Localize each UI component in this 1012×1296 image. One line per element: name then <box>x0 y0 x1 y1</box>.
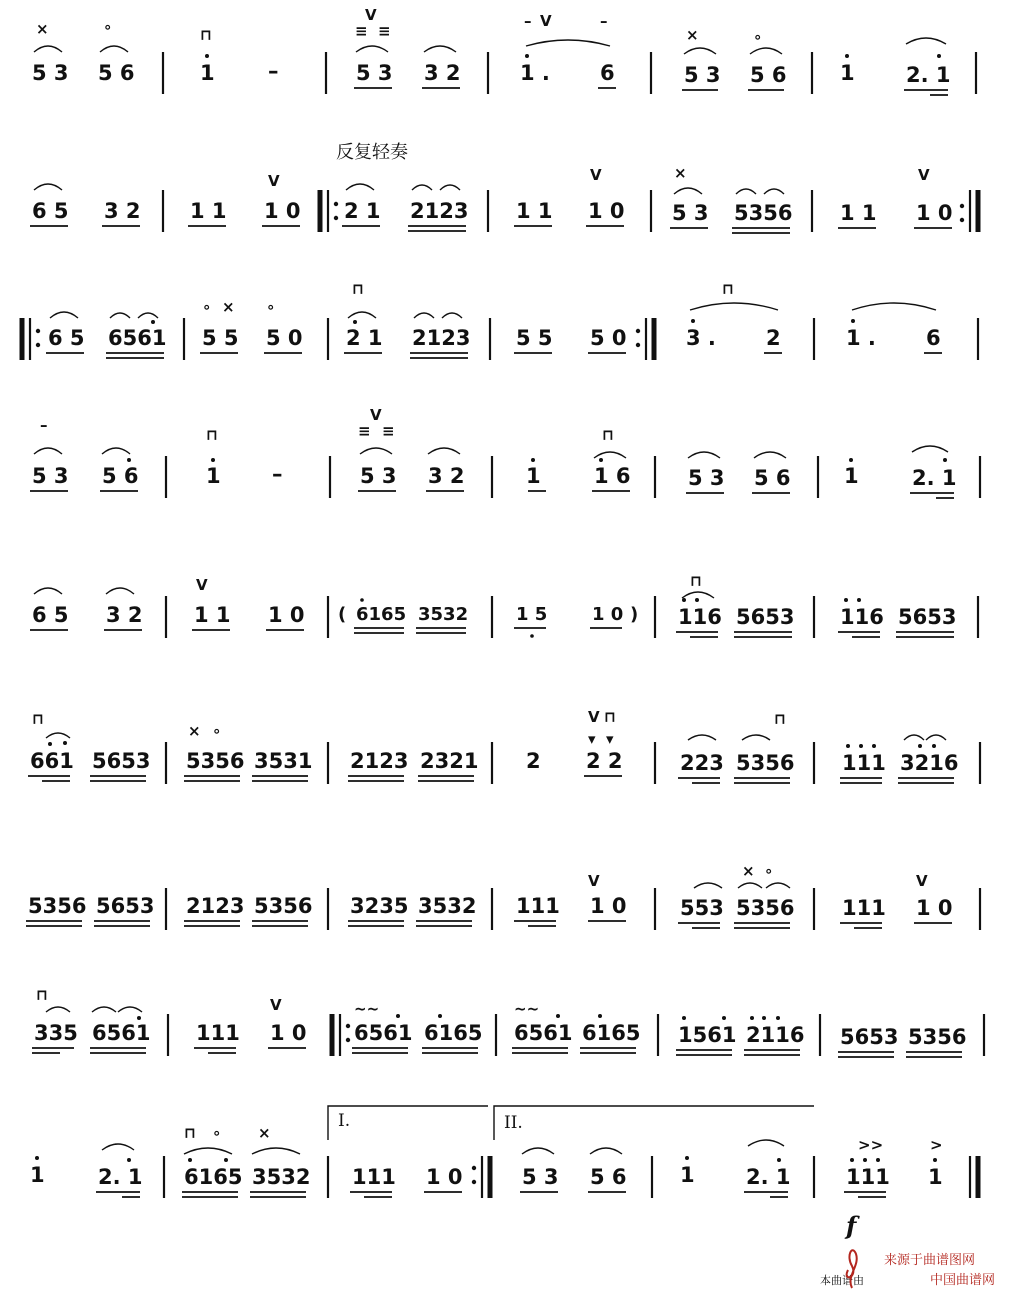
harmonic-mark: ∘ <box>764 862 774 880</box>
note-group: 6165 <box>582 1021 641 1045</box>
note-group: 5356 <box>736 896 795 920</box>
note-group: 5653 <box>736 605 795 629</box>
note-group: 3532 <box>418 894 477 918</box>
note-group: 5 6 <box>102 464 139 488</box>
note-group: 1 . <box>846 326 876 350</box>
row-7 <box>26 862 980 930</box>
note-group: 5356 <box>908 1025 967 1049</box>
staccato-mark: ▾ <box>588 730 596 748</box>
brand-logo-text: 中国曲谱网 <box>930 1273 996 1288</box>
row-1 <box>32 6 976 95</box>
note-group: 5 3 <box>32 61 69 85</box>
note-group: 3 2 <box>106 603 143 627</box>
volta-first <box>328 1106 488 1140</box>
note-group: 5653 <box>96 894 155 918</box>
note-group: 1 0 <box>592 604 624 625</box>
tenuto-mark: – <box>524 12 532 30</box>
note-group: 6561 <box>514 1021 573 1045</box>
note-group: 3 2 <box>424 61 461 85</box>
tremolo-mark: ≡ <box>355 22 368 40</box>
note-group: – <box>268 59 279 83</box>
cross-mark: × <box>674 164 687 182</box>
cross-mark: × <box>222 298 235 316</box>
note-group: 1 5 <box>516 604 548 625</box>
staccato-mark: ▾ <box>606 730 614 748</box>
cross-mark: × <box>36 20 49 38</box>
trill-mark: ~~ <box>354 1000 380 1018</box>
cross-mark: × <box>188 722 201 740</box>
note-group: 2 1 <box>346 326 383 350</box>
note-group: 111 <box>352 1165 396 1189</box>
note-group: 2123 <box>186 894 245 918</box>
note-group: 1 0 <box>270 1021 307 1045</box>
tremolo-mark: ≡ <box>378 22 391 40</box>
paren-open: ( <box>338 604 347 625</box>
note-group: 5356 <box>186 749 245 773</box>
note-group: 2. 1 <box>912 466 957 490</box>
down-bow-mark: ⊓ <box>32 710 44 728</box>
harmonic-mark: ∘ <box>212 1124 222 1142</box>
note-group: 2. 1 <box>98 1165 143 1189</box>
note-group: 6165 <box>184 1165 243 1189</box>
note-group: 6561 <box>92 1021 151 1045</box>
row-6 <box>28 708 980 784</box>
cross-mark: × <box>742 862 755 880</box>
dynamic-forte: f <box>846 1211 857 1240</box>
octave-dot <box>205 54 209 58</box>
paren-close: ) <box>630 604 639 625</box>
note-group: 1 0 <box>268 603 305 627</box>
note-group: 1 <box>30 1163 45 1187</box>
note-group: 5 3 <box>522 1165 559 1189</box>
note-group: 5 6 <box>750 63 787 87</box>
note-group: 1 0 <box>590 894 627 918</box>
note-group: 3 . <box>686 326 716 350</box>
note-group: 3216 <box>900 751 959 775</box>
up-bow-mark: V <box>270 996 282 1014</box>
cross-mark: × <box>686 26 699 44</box>
row-8 <box>32 986 984 1057</box>
note-group: 6 5 <box>48 326 85 350</box>
down-bow-mark: ⊓ <box>602 426 614 444</box>
note-group: 5 5 <box>516 326 553 350</box>
harmonic-mark: ∘ <box>103 18 113 36</box>
up-bow-mark: V <box>196 576 208 594</box>
note-group: 111 <box>516 894 560 918</box>
note-group: 2123 <box>410 199 469 223</box>
down-bow-mark: ⊓ <box>690 572 702 590</box>
tremolo-mark: ≡ <box>382 422 395 440</box>
note-group: 5 0 <box>590 326 627 350</box>
down-bow-mark: ⊓ <box>604 708 616 726</box>
note-group: 1 <box>844 464 859 488</box>
double-accent-mark: >> <box>858 1136 884 1154</box>
note-group: 5356 <box>254 894 313 918</box>
note-group: 111 <box>196 1021 240 1045</box>
note-group: 1 0 <box>916 896 953 920</box>
row-4 <box>30 406 980 498</box>
down-bow-mark: ⊓ <box>36 986 48 1004</box>
note-group: 5356 <box>28 894 87 918</box>
up-bow-mark: V <box>588 872 600 890</box>
note-group: 1 0 <box>264 199 301 223</box>
note-group: 2 1 <box>344 199 381 223</box>
down-bow-mark: ⊓ <box>352 280 364 298</box>
note-group: 1 6 <box>594 464 631 488</box>
up-bow-mark: V <box>370 406 382 424</box>
footer <box>820 1250 995 1288</box>
up-bow-mark: V <box>916 872 928 890</box>
down-bow-mark: ⊓ <box>722 280 734 298</box>
note-group: – <box>272 462 283 486</box>
note-group: 2. 1 <box>746 1165 791 1189</box>
note-group: 5 3 <box>688 466 725 490</box>
watermark-text: 来源于曲谱图网 <box>884 1253 976 1268</box>
note-group: 3531 <box>254 749 313 773</box>
note-group: 2123 <box>350 749 409 773</box>
up-bow-mark: V <box>590 166 602 184</box>
note-group: 3532 <box>418 604 469 625</box>
note-group: 5 3 <box>672 201 709 225</box>
up-bow-mark: V <box>540 12 552 30</box>
note-group: 1 0 <box>588 199 625 223</box>
note-group: 5 3 <box>360 464 397 488</box>
note-group: 5 3 <box>356 61 393 85</box>
note-group: 5 0 <box>266 326 303 350</box>
note-group: 111 <box>842 751 886 775</box>
note-group: 2 2 <box>586 749 623 773</box>
note-group: 1 1 <box>840 201 877 225</box>
note-group: 1 <box>206 464 221 488</box>
accent-mark: > <box>930 1136 943 1154</box>
note-group: 3532 <box>252 1165 311 1189</box>
note-group: 6561 <box>108 326 167 350</box>
note-group: 1 <box>928 1165 943 1189</box>
note-group: 6 5 <box>32 199 69 223</box>
note-group: 335 <box>34 1021 78 1045</box>
up-bow-mark: V <box>268 172 280 190</box>
up-bow-mark: V <box>588 708 600 726</box>
note-group: 5 3 <box>32 464 69 488</box>
volta-second <box>494 1106 814 1140</box>
cross-mark: × <box>258 1124 271 1142</box>
note-group: 2 <box>766 326 781 350</box>
volta-first-label: I. <box>338 1111 351 1131</box>
note-group: 2 <box>526 749 541 773</box>
note-group: 1 0 <box>916 201 953 225</box>
note-group: 5 6 <box>98 61 135 85</box>
row-9 <box>30 1106 978 1240</box>
note-group: 6561 <box>354 1021 413 1045</box>
note-group: 1 1 <box>194 603 231 627</box>
note-group: 1 1 <box>516 199 553 223</box>
note-group: 1 <box>526 464 541 488</box>
note-group: 1 1 <box>190 199 227 223</box>
note-group: 3 2 <box>428 464 465 488</box>
note-group: 1 <box>200 61 215 85</box>
tenuto-mark: – <box>40 416 48 434</box>
down-bow-mark: ⊓ <box>200 26 212 44</box>
tenuto-mark: – <box>600 12 608 30</box>
footer-text: 本曲谱由 <box>820 1274 864 1287</box>
row-5 <box>30 572 978 638</box>
note-group: 111 <box>846 1165 890 1189</box>
note-group: 6 5 <box>32 603 69 627</box>
down-bow-mark: ⊓ <box>774 710 786 728</box>
row-3 <box>22 280 978 360</box>
up-bow-mark: V <box>365 6 377 24</box>
note-group: 116 <box>678 605 722 629</box>
note-group: 1 0 <box>426 1165 463 1189</box>
note-group: 1 . <box>520 61 550 85</box>
note-group: 5 5 <box>202 326 239 350</box>
note-group: 553 <box>680 896 724 920</box>
down-bow-mark: ⊓ <box>184 1124 196 1142</box>
note-group: 5653 <box>92 749 151 773</box>
note-group: 1 <box>680 1163 695 1187</box>
note-group: 223 <box>680 751 724 775</box>
note-group: 5 6 <box>590 1165 627 1189</box>
down-bow-mark: ⊓ <box>206 426 218 444</box>
note-group: 3 2 <box>104 199 141 223</box>
note-group: 2123 <box>412 326 471 350</box>
note-group: 6165 <box>424 1021 483 1045</box>
note-group: 5653 <box>898 605 957 629</box>
up-bow-mark: V <box>918 166 930 184</box>
note-group: 5 3 <box>684 63 721 87</box>
harmonic-mark: ∘ <box>266 298 276 316</box>
note-group: 5356 <box>736 751 795 775</box>
note-group: 5653 <box>840 1025 899 1049</box>
note-group: 6 <box>926 326 941 350</box>
note-group: 1561 <box>678 1023 737 1047</box>
note-group: 5 6 <box>754 466 791 490</box>
tremolo-mark: ≡ <box>358 422 371 440</box>
note-group: 661 <box>30 749 74 773</box>
volta-second-label: II. <box>504 1113 523 1133</box>
note-group: 6165 <box>356 604 407 625</box>
row-2 <box>30 142 978 233</box>
trill-mark: ~~ <box>514 1000 540 1018</box>
note-group: 2321 <box>420 749 479 773</box>
harmonic-mark: ∘ <box>753 28 763 46</box>
harmonic-mark: ∘ <box>202 298 212 316</box>
note-group: 6 <box>600 61 615 85</box>
harmonic-mark: ∘ <box>212 722 222 740</box>
note-group: 116 <box>840 605 884 629</box>
note-group: 2. 1 <box>906 63 951 87</box>
note-group: 111 <box>842 896 886 920</box>
note-group: 5356 <box>734 201 793 225</box>
note-group: 1 <box>840 61 855 85</box>
repeat-soft-annotation: 反复轻奏 <box>336 142 408 163</box>
note-group: 3235 <box>350 894 409 918</box>
note-group: 2116 <box>746 1023 805 1047</box>
